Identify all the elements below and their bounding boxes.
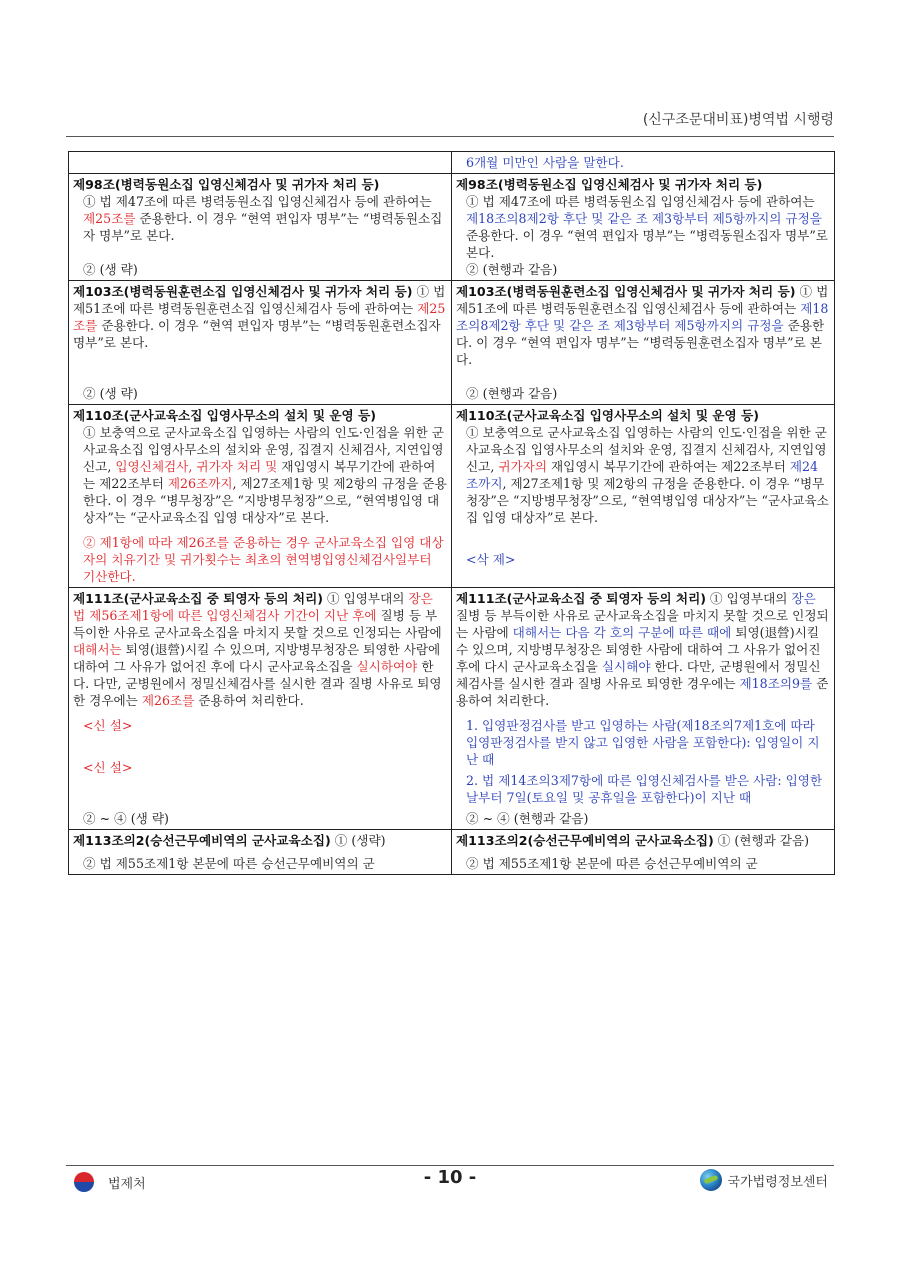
deleted-marker: <삭 제> (466, 552, 516, 567)
text-run: 퇴영(退營)시킬 수 있으며, 지방병무청장은 퇴영한 사람에 대하여 그 사유가 없어진 후에 다시 군사교육소집을 (456, 625, 821, 674)
paragraph-2: ② 법 제55조제1항 본문에 따른 승선근무예비역의 군 (466, 856, 758, 871)
old-text-cell (69, 830, 452, 875)
article-title: 제110조(군사교육소집 입영사무소의 설치 및 운영 등) (73, 408, 377, 423)
text-run: 준용한다. 이 경우 “현역 편입자 명부”는 “병력동원훈련소집자 명부”로 본다. (456, 318, 825, 367)
page-number: - 10 - (423, 1167, 477, 1188)
old-text-cell (69, 281, 452, 405)
text-run: ① 입영부대의 (323, 591, 409, 606)
header-divider (66, 136, 834, 137)
old-text-cell (69, 405, 452, 588)
table-row (69, 405, 835, 588)
paragraph-2: ② 법 제55조제1항 본문에 따른 승선근무예비역의 군 (83, 856, 375, 871)
text-run: ① 법 제47조에 따른 병력동원소집 입영신체검사 등에 관하여는 (466, 194, 815, 209)
paragraph-2: ② 제1항에 따라 제26조를 준용하는 경우 군사교육소집 입영 대상자의 치유기간 및 귀가횟수는 최초의 현역병입영신체검사일부터 기산한다. (83, 535, 444, 584)
new-clause-1: 1. 입영판정검사를 받고 입영하는 사람(제18조의7제1호에 따라 입영판정검사를 받지 않고 입영한 사람을 포함한다): 입영일이 지난 때 (466, 718, 820, 767)
text-run: , 제27조제1항 및 제2항의 규정을 준용한다. 이 경우 “병무청장”은 “지방병무청장”으로, “현역병입영 대상자”는 “군사교육소집 입영 대상자”로 본다. (83, 476, 447, 525)
text-run: 한다. 다만, 군병원에서 정밀신체검사를 실시한 결과 질병 사유로 퇴영한 경우에는 (456, 659, 821, 691)
text-run: ① 보충역으로 군사교육소집 입영하는 사람의 인도·인접을 위한 군사교육소집 입영사무소의 설치와 운영, 집결지 신체검사, 지연입영 신고, (466, 425, 827, 474)
deleted-text: 제26조를 (141, 693, 195, 708)
publisher-label: 법제처 (108, 1176, 146, 1192)
article-title: 제111조(군사교육소집 중 퇴영자 등의 처리) (456, 591, 706, 606)
article-title: 제110조(군사교육소집 입영사무소의 설치 및 운영 등) (456, 408, 760, 423)
new-text-cell (452, 174, 835, 281)
deleted-text: 제25조를 (73, 301, 446, 333)
amended-text: 제24조까지 (466, 459, 819, 491)
paragraph-2-4: ② ~ ④ (현행과 같음) (466, 811, 589, 826)
amended-text: 실시해야 (601, 659, 651, 674)
new-text-cell (452, 152, 835, 174)
article-title: 제103조(병력동원훈련소집 입영신체검사 및 귀가자 처리 등) (73, 284, 413, 299)
text-run: ① 보충역으로 군사교육소집 입영하는 사람의 인도·인접을 위한 군사교육소집 입영사무소의 설치와 운영, 집결지 신체검사, 지연입영 신고, (83, 425, 444, 474)
text-run: 재입영시 복무기간에 관하여는 제22조부터 (83, 459, 436, 491)
paragraph-1: ① (생략) (330, 833, 386, 848)
table-row (69, 281, 835, 405)
rich-paragraph (456, 424, 830, 526)
article-title: 제113조의2(승선근무예비역의 군사교육소집) (73, 833, 331, 848)
deleted-text: 제26조까지 (167, 476, 233, 491)
article-title: 제111조(군사교육소집 중 퇴영자 등의 처리) (73, 591, 323, 606)
table-row (69, 174, 835, 281)
text-run: ① 법 제51조에 따른 병력동원훈련소집 입영신체검사 등에 관하여는 (456, 284, 829, 316)
amended-text: 6개월 미만인 사람을 말한다. (466, 155, 624, 170)
new-clause-marker: <신 설> (83, 718, 133, 733)
rich-paragraph (73, 193, 447, 244)
footer-right (700, 1169, 828, 1191)
text-run: 준용한다. 이 경우 “현역 편입자 명부”는 “병력동원훈련소집자 명부”로 본다. (73, 318, 441, 350)
deleted-text: 실시하여야 (356, 659, 418, 674)
paragraph-2: ② (현행과 같음) (466, 386, 558, 401)
text-run: 질병 등 부득이한 사유로 군사교육소집을 마치지 못할 것으로 인정되는 사람에 (73, 608, 442, 640)
text-run: , 제27조제1항 및 제2항의 규정을 준용한다. 이 경우 “병무청장”은 “지방병무청장”으로, “현역병입영 대상자”는 “군사교육소집 입영 대상자”로 본다. (466, 476, 829, 525)
article-title: 제98조(병력동원소집 입영신체검사 및 귀가자 처리 등) (456, 177, 763, 192)
article-title: 제113조의2(승선근무예비역의 군사교육소집) (456, 833, 714, 848)
new-text-cell (452, 281, 835, 405)
text-run: 준용한다. 이 경우 “현역 편입자 명부”는 “병력동원소집자 명부”로 본다. (83, 211, 443, 243)
text-run: 준용하여 처리한다. (194, 693, 304, 708)
article-title: 제98조(병력동원소집 입영신체검사 및 귀가자 처리 등) (73, 177, 380, 192)
rich-paragraph (456, 591, 829, 708)
text-run: 준용한다. 이 경우 “현역 편입자 명부”는 “병력동원소집자 명부”로 본다. (466, 228, 828, 260)
comparison-table (68, 151, 835, 875)
table-row (69, 830, 835, 875)
rich-paragraph (73, 591, 442, 708)
amended-text: 제18조의8제2항 후단 및 같은 조 제3항부터 제5항까지의 규정을 (466, 211, 822, 226)
paragraph-2: ② (생 략) (83, 386, 138, 401)
table-row (69, 152, 835, 174)
paragraph-2-4: ② ~ ④ (생 략) (83, 811, 169, 826)
rich-paragraph (73, 424, 447, 526)
footer-divider (66, 1165, 834, 1166)
text-run: 질병 등 부득이한 사유로 군사교육소집을 마치지 못할 것으로 인정되는 사람에 (456, 608, 829, 640)
old-text-cell (69, 152, 452, 174)
new-clause-marker: <신 설> (83, 760, 133, 775)
new-text-cell (452, 830, 835, 875)
text-run: ① 입영부대의 (706, 591, 792, 606)
center-label: 국가법령정보센터 (727, 1174, 828, 1190)
amended-text: 제18조의8제2항 후단 및 같은 조 제3항부터 제5항까지의 규정을 (456, 301, 829, 333)
paragraph-1: ① (현행과 같음) (713, 833, 810, 848)
deleted-text: 입영신체검사, 귀가자 처리 및 (115, 459, 278, 474)
table-row (69, 588, 835, 830)
article-title: 제103조(병력동원훈련소집 입영신체검사 및 귀가자 처리 등) (456, 284, 796, 299)
deleted-text: 제25조를 (83, 211, 136, 226)
text-run: 한다. 다만, 군병원에서 정밀신체검사를 실시한 결과 질병 사유로 퇴영한 경우에는 (73, 659, 442, 708)
text-run: ① 법 제51조에 따른 병력동원훈련소집 입영신체검사 등에 관하여는 (73, 284, 446, 316)
new-text-cell (452, 588, 835, 830)
old-text-cell (69, 174, 452, 281)
rich-paragraph (456, 154, 830, 171)
globe-logo-icon (700, 1169, 722, 1191)
amended-text: 대해서는 다음 각 호의 구분에 따른 때에 (512, 625, 732, 640)
text-run: 재입영시 복무기간에 관하여는 제22조부터 (547, 459, 790, 474)
text-run: 준용하여 처리한다. (456, 676, 829, 708)
new-clause-2: 2. 법 제14조의3제7항에 따른 입영신체검사를 받은 사람: 입영한 날부터 7일(토요일 및 공휴일을 포함한다)이 지난 때 (466, 773, 823, 805)
old-text-cell (69, 588, 452, 830)
deleted-text: 장은 법 제56조제1항에 따른 입영신체검사 기간이 지난 후에 (73, 591, 433, 623)
paragraph-2: ② (생 략) (83, 262, 138, 277)
text-run: ① 법 제47조에 따른 병력동원소집 입영신체검사 등에 관하여는 (83, 194, 432, 209)
deleted-text: 귀가자의 (498, 459, 548, 474)
document-title: (신구조문대비표)병역법 시행령 (642, 112, 834, 128)
deleted-text: 대해서는 (73, 642, 122, 657)
amended-text: 제18조의9를 (739, 676, 813, 691)
paragraph-2: ② (현행과 같음) (466, 262, 558, 277)
text-run: 퇴영(退營)시킬 수 있으며, 지방병무청장은 퇴영한 사람에 대하여 그 사유가 없어진 후에 다시 군사교육소집을 (73, 642, 441, 674)
new-text-cell (452, 405, 835, 588)
rich-paragraph (456, 193, 830, 261)
amended-text: 장은 (791, 591, 816, 606)
